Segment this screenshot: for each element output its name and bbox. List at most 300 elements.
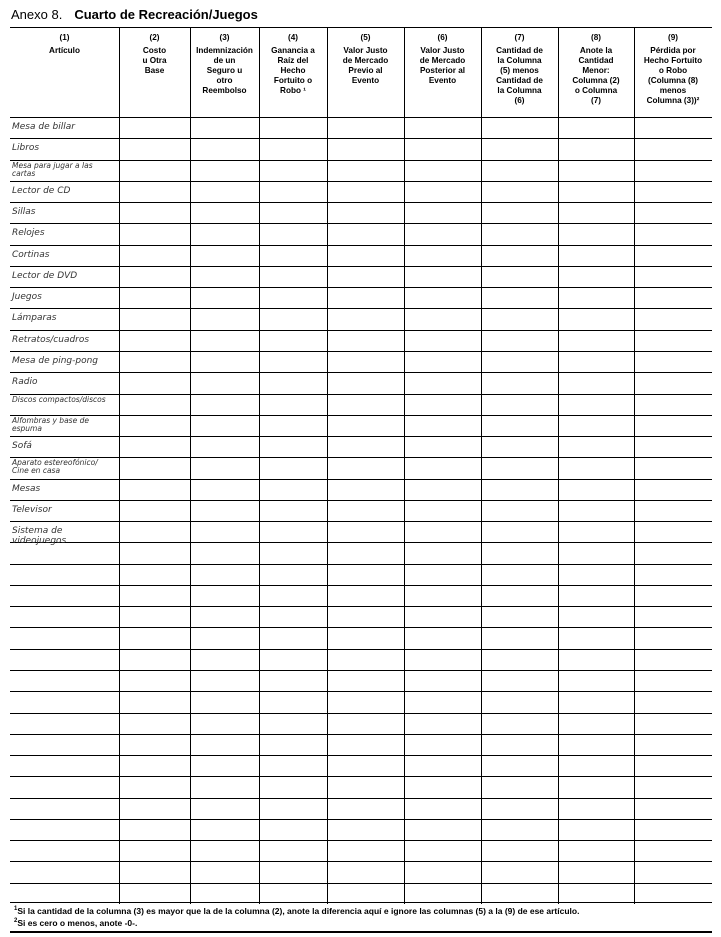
entry-cell[interactable] — [120, 692, 189, 711]
entry-cell[interactable] — [405, 437, 480, 456]
entry-cell[interactable] — [191, 692, 258, 711]
entry-cell[interactable] — [191, 437, 258, 456]
entry-cell[interactable] — [482, 565, 557, 584]
entry-cell[interactable] — [405, 331, 480, 350]
entry-cell[interactable] — [405, 458, 480, 477]
entry-cell[interactable] — [635, 841, 711, 860]
entry-cell[interactable] — [191, 267, 258, 286]
entry-cell[interactable] — [191, 203, 258, 222]
entry-cell[interactable] — [635, 309, 711, 328]
entry-cell[interactable] — [482, 139, 557, 158]
entry-cell[interactable] — [328, 288, 403, 307]
entry-cell[interactable] — [328, 161, 403, 180]
entry-cell[interactable] — [559, 756, 633, 775]
entry-cell[interactable] — [482, 799, 557, 818]
entry-cell[interactable] — [405, 395, 480, 414]
entry-cell[interactable] — [559, 118, 633, 137]
entry-cell[interactable] — [405, 373, 480, 392]
entry-cell[interactable] — [635, 777, 711, 796]
entry-cell[interactable] — [482, 628, 557, 647]
entry-cell[interactable] — [191, 118, 258, 137]
entry-cell[interactable] — [559, 586, 633, 605]
entry-cell[interactable] — [559, 735, 633, 754]
entry-cell[interactable] — [635, 437, 711, 456]
entry-cell[interactable] — [328, 565, 403, 584]
column-header-7 — [481, 33, 558, 106]
entry-cell[interactable] — [191, 777, 258, 796]
entry-cell[interactable] — [120, 480, 189, 499]
entry-cell[interactable] — [328, 714, 403, 733]
entry-cell[interactable] — [559, 884, 633, 903]
table-row-label: Cortinas — [12, 249, 50, 260]
entry-cell[interactable] — [120, 501, 189, 520]
entry-cell[interactable] — [191, 565, 258, 584]
entry-cell[interactable] — [405, 884, 480, 903]
entry-cell[interactable] — [260, 118, 326, 137]
entry-cell[interactable] — [260, 735, 326, 754]
entry-cell[interactable] — [405, 543, 480, 562]
entry-cell[interactable] — [482, 692, 557, 711]
entry-cell[interactable] — [482, 841, 557, 860]
entry-cell[interactable] — [120, 437, 189, 456]
entry-cell[interactable] — [191, 139, 258, 158]
entry-cell[interactable] — [120, 565, 189, 584]
entry-cell[interactable] — [260, 246, 326, 265]
entry-cell[interactable] — [191, 522, 258, 541]
entry-cell[interactable] — [559, 288, 633, 307]
entry-cell[interactable] — [559, 862, 633, 881]
entry-cell[interactable] — [559, 373, 633, 392]
entry-cell[interactable] — [405, 841, 480, 860]
entry-cell[interactable] — [482, 331, 557, 350]
entry-cell[interactable] — [405, 671, 480, 690]
entry-cell[interactable] — [405, 139, 480, 158]
entry-cell[interactable] — [191, 714, 258, 733]
entry-cell[interactable] — [635, 543, 711, 562]
entry-cell[interactable] — [191, 628, 258, 647]
entry-cell[interactable] — [120, 862, 189, 881]
entry-cell[interactable] — [482, 777, 557, 796]
entry-cell[interactable] — [191, 288, 258, 307]
entry-cell[interactable] — [120, 799, 189, 818]
entry-cell[interactable] — [260, 458, 326, 477]
entry-cell[interactable] — [328, 586, 403, 605]
entry-cell[interactable] — [191, 543, 258, 562]
entry-cell[interactable] — [635, 799, 711, 818]
entry-cell[interactable] — [260, 182, 326, 201]
entry-cell[interactable] — [635, 246, 711, 265]
entry-cell[interactable] — [405, 565, 480, 584]
entry-cell[interactable] — [328, 139, 403, 158]
entry-cell[interactable] — [482, 862, 557, 881]
entry-cell[interactable] — [260, 862, 326, 881]
entry-cell[interactable] — [260, 586, 326, 605]
entry-cell[interactable] — [405, 246, 480, 265]
entry-cell[interactable] — [559, 437, 633, 456]
entry-cell[interactable] — [191, 501, 258, 520]
entry-cell[interactable] — [635, 628, 711, 647]
entry-cell[interactable] — [260, 756, 326, 775]
entry-cell[interactable] — [559, 565, 633, 584]
entry-cell[interactable] — [191, 395, 258, 414]
entry-cell[interactable] — [328, 331, 403, 350]
entry-cell[interactable] — [120, 139, 189, 158]
entry-cell[interactable] — [191, 671, 258, 690]
entry-cell[interactable] — [559, 777, 633, 796]
entry-cell[interactable] — [635, 501, 711, 520]
entry-cell[interactable] — [635, 565, 711, 584]
entry-cell[interactable] — [328, 501, 403, 520]
entry-cell[interactable] — [191, 607, 258, 626]
entry-cell[interactable] — [328, 118, 403, 137]
entry-cell[interactable] — [328, 480, 403, 499]
entry-cell[interactable] — [260, 565, 326, 584]
entry-cell[interactable] — [120, 267, 189, 286]
entry-cell[interactable] — [120, 607, 189, 626]
entry-cell[interactable] — [405, 203, 480, 222]
entry-cell[interactable] — [120, 246, 189, 265]
entry-cell[interactable] — [482, 671, 557, 690]
entry-cell[interactable] — [120, 288, 189, 307]
entry-cell[interactable] — [191, 756, 258, 775]
entry-cell[interactable] — [482, 480, 557, 499]
entry-cell[interactable] — [260, 607, 326, 626]
entry-cell[interactable] — [120, 714, 189, 733]
entry-cell[interactable] — [405, 182, 480, 201]
entry-cell[interactable] — [260, 373, 326, 392]
entry-cell[interactable] — [191, 841, 258, 860]
entry-cell[interactable] — [635, 458, 711, 477]
entry-cell[interactable] — [405, 161, 480, 180]
entry-cell[interactable] — [405, 756, 480, 775]
entry-cell[interactable] — [405, 586, 480, 605]
entry-cell[interactable] — [482, 458, 557, 477]
entry-cell[interactable] — [482, 756, 557, 775]
entry-cell[interactable] — [328, 267, 403, 286]
entry-cell[interactable] — [120, 352, 189, 371]
entry-cell[interactable] — [559, 331, 633, 350]
entry-cell[interactable] — [120, 671, 189, 690]
entry-cell[interactable] — [635, 522, 711, 541]
entry-cell[interactable] — [405, 735, 480, 754]
entry-cell[interactable] — [328, 607, 403, 626]
entry-cell[interactable] — [260, 203, 326, 222]
entry-cell[interactable] — [191, 820, 258, 839]
entry-cell[interactable] — [260, 671, 326, 690]
entry-cell[interactable] — [635, 373, 711, 392]
entry-cell[interactable] — [328, 735, 403, 754]
entry-cell[interactable] — [559, 352, 633, 371]
entry-cell[interactable] — [405, 352, 480, 371]
entry-cell[interactable] — [405, 480, 480, 499]
entry-cell[interactable] — [635, 884, 711, 903]
entry-cell[interactable] — [328, 777, 403, 796]
entry-cell[interactable] — [635, 352, 711, 371]
entry-cell[interactable] — [120, 458, 189, 477]
entry-cell[interactable] — [260, 692, 326, 711]
entry-cell[interactable] — [482, 309, 557, 328]
entry-cell[interactable] — [260, 650, 326, 669]
entry-cell[interactable] — [482, 161, 557, 180]
entry-cell[interactable] — [405, 714, 480, 733]
entry-cell[interactable] — [405, 862, 480, 881]
entry-cell[interactable] — [328, 309, 403, 328]
column-number: (4) — [287, 33, 298, 42]
entry-cell[interactable] — [260, 714, 326, 733]
entry-cell[interactable] — [559, 416, 633, 435]
entry-cell[interactable] — [635, 161, 711, 180]
entry-cell[interactable] — [260, 522, 326, 541]
entry-cell[interactable] — [559, 692, 633, 711]
entry-cell[interactable] — [482, 224, 557, 243]
entry-cell[interactable] — [260, 799, 326, 818]
entry-cell[interactable] — [482, 650, 557, 669]
entry-cell[interactable] — [559, 203, 633, 222]
entry-cell[interactable] — [260, 395, 326, 414]
entry-cell[interactable] — [328, 628, 403, 647]
entry-cell[interactable] — [635, 118, 711, 137]
entry-cell[interactable] — [191, 884, 258, 903]
entry-cell[interactable] — [405, 777, 480, 796]
entry-cell[interactable] — [120, 395, 189, 414]
entry-cell[interactable] — [260, 777, 326, 796]
entry-cell[interactable] — [120, 416, 189, 435]
entry-cell[interactable] — [482, 735, 557, 754]
entry-cell[interactable] — [260, 161, 326, 180]
entry-cell[interactable] — [191, 352, 258, 371]
entry-cell[interactable] — [482, 543, 557, 562]
entry-cell[interactable] — [405, 522, 480, 541]
entry-cell[interactable] — [482, 437, 557, 456]
entry-cell[interactable] — [635, 650, 711, 669]
entry-cell[interactable] — [559, 543, 633, 562]
entry-cell[interactable] — [260, 437, 326, 456]
entry-cell[interactable] — [120, 543, 189, 562]
entry-cell[interactable] — [559, 650, 633, 669]
entry-cell[interactable] — [405, 416, 480, 435]
entry-cell[interactable] — [120, 756, 189, 775]
entry-cell[interactable] — [405, 607, 480, 626]
entry-cell[interactable] — [191, 182, 258, 201]
entry-cell[interactable] — [191, 735, 258, 754]
entry-cell[interactable] — [559, 607, 633, 626]
entry-cell[interactable] — [328, 373, 403, 392]
entry-cell[interactable] — [635, 480, 711, 499]
entry-cell[interactable] — [559, 671, 633, 690]
entry-cell[interactable] — [559, 395, 633, 414]
entry-cell[interactable] — [405, 288, 480, 307]
entry-cell[interactable] — [559, 267, 633, 286]
entry-cell[interactable] — [635, 139, 711, 158]
entry-cell[interactable] — [405, 692, 480, 711]
entry-cell[interactable] — [482, 373, 557, 392]
entry-cell[interactable] — [635, 607, 711, 626]
entry-cell[interactable] — [482, 267, 557, 286]
entry-cell[interactable] — [559, 309, 633, 328]
entry-cell[interactable] — [328, 799, 403, 818]
entry-cell[interactable] — [482, 352, 557, 371]
entry-cell[interactable] — [328, 246, 403, 265]
entry-cell[interactable] — [328, 884, 403, 903]
entry-cell[interactable] — [260, 416, 326, 435]
entry-cell[interactable] — [559, 480, 633, 499]
entry-cell[interactable] — [191, 480, 258, 499]
entry-cell[interactable] — [328, 437, 403, 456]
entry-cell[interactable] — [635, 395, 711, 414]
entry-cell[interactable] — [260, 139, 326, 158]
entry-cell[interactable] — [482, 522, 557, 541]
entry-cell[interactable] — [405, 799, 480, 818]
entry-cell[interactable] — [559, 139, 633, 158]
entry-cell[interactable] — [260, 820, 326, 839]
entry-cell[interactable] — [482, 586, 557, 605]
entry-cell[interactable] — [191, 161, 258, 180]
entry-cell[interactable] — [328, 543, 403, 562]
entry-cell[interactable] — [559, 820, 633, 839]
entry-cell[interactable] — [191, 799, 258, 818]
entry-cell[interactable] — [482, 607, 557, 626]
entry-cell[interactable] — [559, 224, 633, 243]
entry-cell[interactable] — [635, 714, 711, 733]
entry-cell[interactable] — [120, 373, 189, 392]
entry-cell[interactable] — [260, 331, 326, 350]
entry-cell[interactable] — [191, 373, 258, 392]
entry-cell[interactable] — [191, 416, 258, 435]
entry-cell[interactable] — [191, 309, 258, 328]
entry-cell[interactable] — [191, 246, 258, 265]
entry-cell[interactable] — [482, 820, 557, 839]
entry-cell[interactable] — [482, 182, 557, 201]
entry-cell[interactable] — [635, 862, 711, 881]
entry-cell[interactable] — [191, 862, 258, 881]
entry-cell[interactable] — [405, 650, 480, 669]
entry-cell[interactable] — [260, 352, 326, 371]
entry-cell[interactable] — [405, 267, 480, 286]
entry-cell[interactable] — [559, 522, 633, 541]
entry-cell[interactable] — [328, 841, 403, 860]
entry-cell[interactable] — [328, 203, 403, 222]
entry-cell[interactable] — [328, 224, 403, 243]
entry-cell[interactable] — [635, 267, 711, 286]
entry-cell[interactable] — [482, 714, 557, 733]
entry-cell[interactable] — [635, 756, 711, 775]
entry-cell[interactable] — [559, 246, 633, 265]
entry-cell[interactable] — [559, 799, 633, 818]
entry-cell[interactable] — [635, 182, 711, 201]
entry-cell[interactable] — [260, 309, 326, 328]
entry-cell[interactable] — [405, 820, 480, 839]
entry-cell[interactable] — [635, 820, 711, 839]
entry-cell[interactable] — [635, 224, 711, 243]
entry-cell[interactable] — [191, 586, 258, 605]
entry-cell[interactable] — [120, 820, 189, 839]
entry-cell[interactable] — [635, 671, 711, 690]
entry-cell[interactable] — [328, 692, 403, 711]
entry-cell[interactable] — [559, 628, 633, 647]
entry-cell[interactable] — [120, 522, 189, 541]
entry-cell[interactable] — [559, 714, 633, 733]
entry-cell[interactable] — [635, 692, 711, 711]
entry-cell[interactable] — [120, 586, 189, 605]
entry-cell[interactable] — [120, 841, 189, 860]
entry-cell[interactable] — [191, 331, 258, 350]
entry-cell[interactable] — [559, 458, 633, 477]
entry-cell[interactable] — [191, 458, 258, 477]
entry-cell[interactable] — [120, 161, 189, 180]
entry-cell[interactable] — [482, 416, 557, 435]
entry-cell[interactable] — [120, 650, 189, 669]
entry-cell[interactable] — [482, 395, 557, 414]
entry-cell[interactable] — [260, 288, 326, 307]
entry-cell[interactable] — [120, 628, 189, 647]
entry-cell[interactable] — [328, 756, 403, 775]
entry-cell[interactable] — [482, 501, 557, 520]
entry-cell[interactable] — [328, 352, 403, 371]
entry-cell[interactable] — [328, 458, 403, 477]
entry-cell[interactable] — [120, 224, 189, 243]
entry-cell[interactable] — [260, 480, 326, 499]
entry-cell[interactable] — [482, 118, 557, 137]
entry-cell[interactable] — [405, 224, 480, 243]
entry-cell[interactable] — [328, 862, 403, 881]
entry-cell[interactable] — [328, 416, 403, 435]
entry-cell[interactable] — [559, 501, 633, 520]
entry-cell[interactable] — [328, 522, 403, 541]
entry-cell[interactable] — [328, 395, 403, 414]
entry-cell[interactable] — [635, 203, 711, 222]
entry-cell[interactable] — [120, 182, 189, 201]
entry-cell[interactable] — [120, 331, 189, 350]
entry-cell[interactable] — [482, 203, 557, 222]
entry-cell[interactable] — [120, 118, 189, 137]
entry-cell[interactable] — [260, 841, 326, 860]
entry-cell[interactable] — [635, 331, 711, 350]
entry-cell[interactable] — [635, 735, 711, 754]
entry-cell[interactable] — [559, 841, 633, 860]
entry-cell[interactable] — [559, 161, 633, 180]
entry-cell[interactable] — [120, 884, 189, 903]
entry-cell[interactable] — [260, 543, 326, 562]
entry-cell[interactable] — [405, 118, 480, 137]
entry-cell[interactable] — [120, 309, 189, 328]
entry-cell[interactable] — [260, 501, 326, 520]
entry-cell[interactable] — [191, 224, 258, 243]
entry-cell[interactable] — [405, 501, 480, 520]
entry-cell[interactable] — [635, 586, 711, 605]
entry-cell[interactable] — [328, 650, 403, 669]
entry-cell[interactable] — [405, 628, 480, 647]
entry-cell[interactable] — [328, 182, 403, 201]
entry-cell[interactable] — [260, 884, 326, 903]
entry-cell[interactable] — [120, 777, 189, 796]
entry-cell[interactable] — [635, 416, 711, 435]
worksheet-table — [10, 27, 712, 903]
entry-cell[interactable] — [120, 735, 189, 754]
entry-cell[interactable] — [328, 820, 403, 839]
entry-cell[interactable] — [405, 309, 480, 328]
entry-cell[interactable] — [482, 288, 557, 307]
entry-cell[interactable] — [482, 246, 557, 265]
entry-cell[interactable] — [191, 650, 258, 669]
entry-cell[interactable] — [120, 203, 189, 222]
entry-cell[interactable] — [559, 182, 633, 201]
entry-cell[interactable] — [482, 884, 557, 903]
entry-cell[interactable] — [260, 628, 326, 647]
entry-cell[interactable] — [260, 267, 326, 286]
entry-cell[interactable] — [260, 224, 326, 243]
entry-cell[interactable] — [328, 671, 403, 690]
entry-cell[interactable] — [635, 288, 711, 307]
